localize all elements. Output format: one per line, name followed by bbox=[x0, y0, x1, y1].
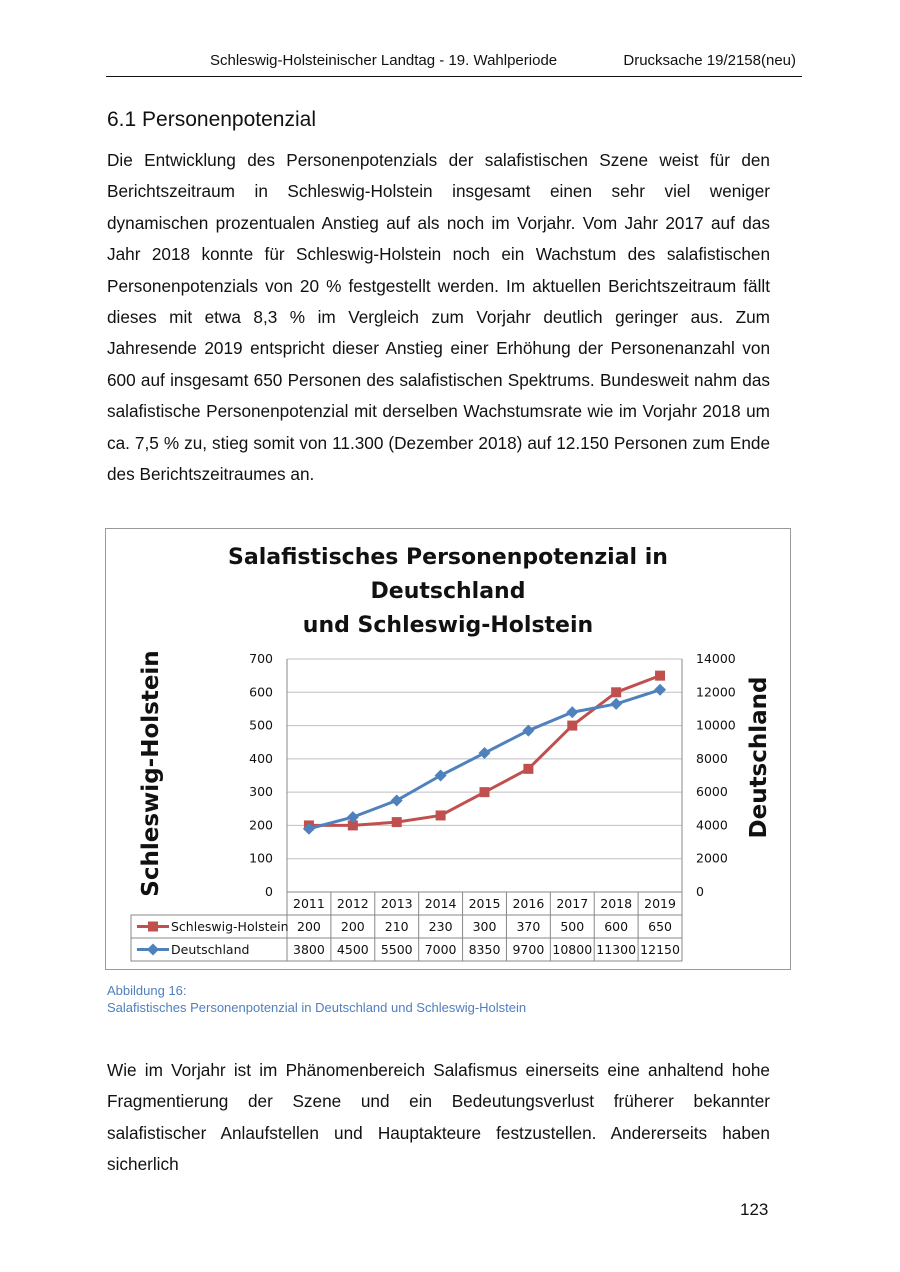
paragraph-intro: Die Entwicklung des Personenpotenzials der salafistischen Szene weist für den Berichtszeitraum in Schleswig-Holstein insgesamt einen sehr viel weniger dynamischen prozentualen Anstieg auf als noch im Vorjahr. Vom Jahr 2017 auf das Jahr 2018 konnte für Schleswig-Holstein noch ein Wachstum des salafistischen Personenpotenzials von 20 % festgestellt werden. Im aktuellen Berichtszeitraum fällt dieses mit etwa 8,3 % im Vergleich zum Vorjahr deutlich geringer aus. Zum Jahresende 2019 entspricht dieser Anstieg einer Erhöhung der Personenanzahl von 600 auf insgesamt 650 Personen des salafistischen Spektrums. Bundesweit nahm das salafistische Personenpotenzial mit derselben Wachstumsrate wie im Vorjahr 2018 um ca. 7,5 % zu, stieg somit von 11.300 (Dezember 2018) auf 12.150 Personen zum Ende des Berichtszeitraumes an. bbox=[107, 150, 770, 485]
table-value-1-2011: 3800 bbox=[293, 942, 325, 957]
section-title: 6.1 Personenpotenzial bbox=[107, 108, 316, 131]
x-tick-2016: 2016 bbox=[512, 896, 545, 911]
x-tick-2017: 2017 bbox=[556, 896, 589, 911]
y-axis-label-right: Deutschland bbox=[746, 676, 772, 839]
page-header bbox=[106, 52, 802, 77]
point-0-2014 bbox=[436, 810, 446, 820]
y-tick-left-5: 500 bbox=[249, 717, 273, 733]
figure-caption bbox=[107, 982, 526, 1016]
point-0-2018 bbox=[611, 687, 621, 697]
y-tick-right-1: 2000 bbox=[696, 850, 728, 866]
point-1-2014 bbox=[435, 770, 447, 782]
table-value-1-2016: 9700 bbox=[512, 942, 545, 957]
x-tick-2018: 2018 bbox=[600, 896, 633, 911]
y-tick-left-2: 200 bbox=[249, 817, 273, 833]
x-tick-2019: 2019 bbox=[644, 896, 676, 911]
legend-marker-0 bbox=[148, 922, 158, 932]
chart-title-line-2: Deutschland bbox=[370, 579, 526, 604]
chart-title-line-1: Salafistisches Personenpotenzial in bbox=[228, 545, 668, 570]
legend-label-1: Deutschland bbox=[171, 942, 250, 957]
y-tick-right-5: 10000 bbox=[696, 717, 736, 733]
point-1-2013 bbox=[391, 794, 403, 806]
chart-figure bbox=[105, 528, 791, 970]
table-value-0-2013: 210 bbox=[384, 919, 409, 934]
y-tick-left-4: 400 bbox=[249, 750, 273, 766]
point-0-2016 bbox=[523, 764, 533, 774]
point-1-2017 bbox=[566, 706, 578, 718]
table-value-0-2015: 300 bbox=[472, 919, 497, 934]
x-tick-2015: 2015 bbox=[468, 896, 501, 911]
table-value-1-2018: 11300 bbox=[596, 942, 637, 957]
y-tick-right-4: 8000 bbox=[696, 750, 728, 766]
point-0-2013 bbox=[392, 817, 402, 827]
table-value-0-2019: 650 bbox=[648, 919, 672, 934]
y-tick-left-6: 600 bbox=[249, 684, 273, 700]
table-value-1-2019: 12150 bbox=[640, 942, 680, 957]
x-tick-2011: 2011 bbox=[293, 896, 325, 911]
y-tick-right-7: 14000 bbox=[696, 651, 736, 666]
y-tick-right-0: 0 bbox=[696, 884, 704, 899]
chart-title-line-3: und Schleswig-Holstein bbox=[302, 613, 594, 638]
point-1-2015 bbox=[479, 747, 491, 759]
point-1-2016 bbox=[522, 725, 534, 737]
table-value-1-2015: 8350 bbox=[468, 942, 501, 957]
table-value-1-2012: 4500 bbox=[336, 942, 369, 957]
table-value-1-2013: 5500 bbox=[380, 942, 413, 957]
table-value-0-2016: 370 bbox=[516, 919, 541, 934]
paragraph-continuation: Wie im Vorjahr ist im Phänomenbereich Salafismus einerseits eine anhaltend hohe Fragmentierung der Szene und ein Bedeutungsverlust früherer bekannter salafistischer Anlaufstellen und Hauptakteure festzustellen. Andererseits haben sicherlich bbox=[107, 1060, 770, 1175]
legend-marker-1 bbox=[147, 944, 159, 956]
point-1-2019 bbox=[654, 684, 666, 696]
table-value-0-2011: 200 bbox=[297, 919, 321, 934]
caption-text: Salafistisches Personenpotenzial in Deutschland und Schleswig-Holstein bbox=[107, 1000, 527, 1015]
point-1-2018 bbox=[610, 698, 622, 710]
point-0-2019 bbox=[655, 671, 665, 681]
header-right-text: Drucksache 19/2158(neu) bbox=[623, 52, 796, 69]
legend-label-0: Schleswig-Holstein bbox=[171, 919, 289, 934]
table-value-1-2017: 10800 bbox=[552, 942, 593, 957]
table-value-0-2017: 500 bbox=[560, 919, 585, 934]
point-0-2015 bbox=[480, 787, 490, 797]
page-number: 123 bbox=[740, 1200, 769, 1219]
y-axis-label-left: Schleswig-Holstein bbox=[138, 650, 164, 897]
y-tick-left-7: 700 bbox=[249, 651, 273, 666]
y-tick-left-1: 100 bbox=[249, 850, 273, 866]
header-left-text: Schleswig-Holsteinischer Landtag - 19. Wahlperiode bbox=[210, 52, 558, 69]
point-0-2017 bbox=[567, 721, 577, 731]
x-tick-2013: 2013 bbox=[380, 896, 413, 911]
y-tick-right-6: 12000 bbox=[696, 684, 736, 700]
table-value-1-2014: 7000 bbox=[424, 942, 457, 957]
y-tick-right-2: 4000 bbox=[696, 817, 728, 833]
line-chart bbox=[106, 529, 790, 969]
table-value-0-2018: 600 bbox=[604, 919, 629, 934]
y-tick-left-3: 300 bbox=[249, 784, 273, 800]
caption-number: Abbildung 16: bbox=[107, 983, 187, 998]
x-tick-2014: 2014 bbox=[424, 896, 457, 911]
x-tick-2012: 2012 bbox=[336, 896, 369, 911]
table-value-0-2012: 200 bbox=[340, 919, 365, 934]
table-value-0-2014: 230 bbox=[428, 919, 453, 934]
y-tick-right-3: 6000 bbox=[696, 784, 728, 800]
y-tick-left-0: 0 bbox=[265, 884, 273, 899]
